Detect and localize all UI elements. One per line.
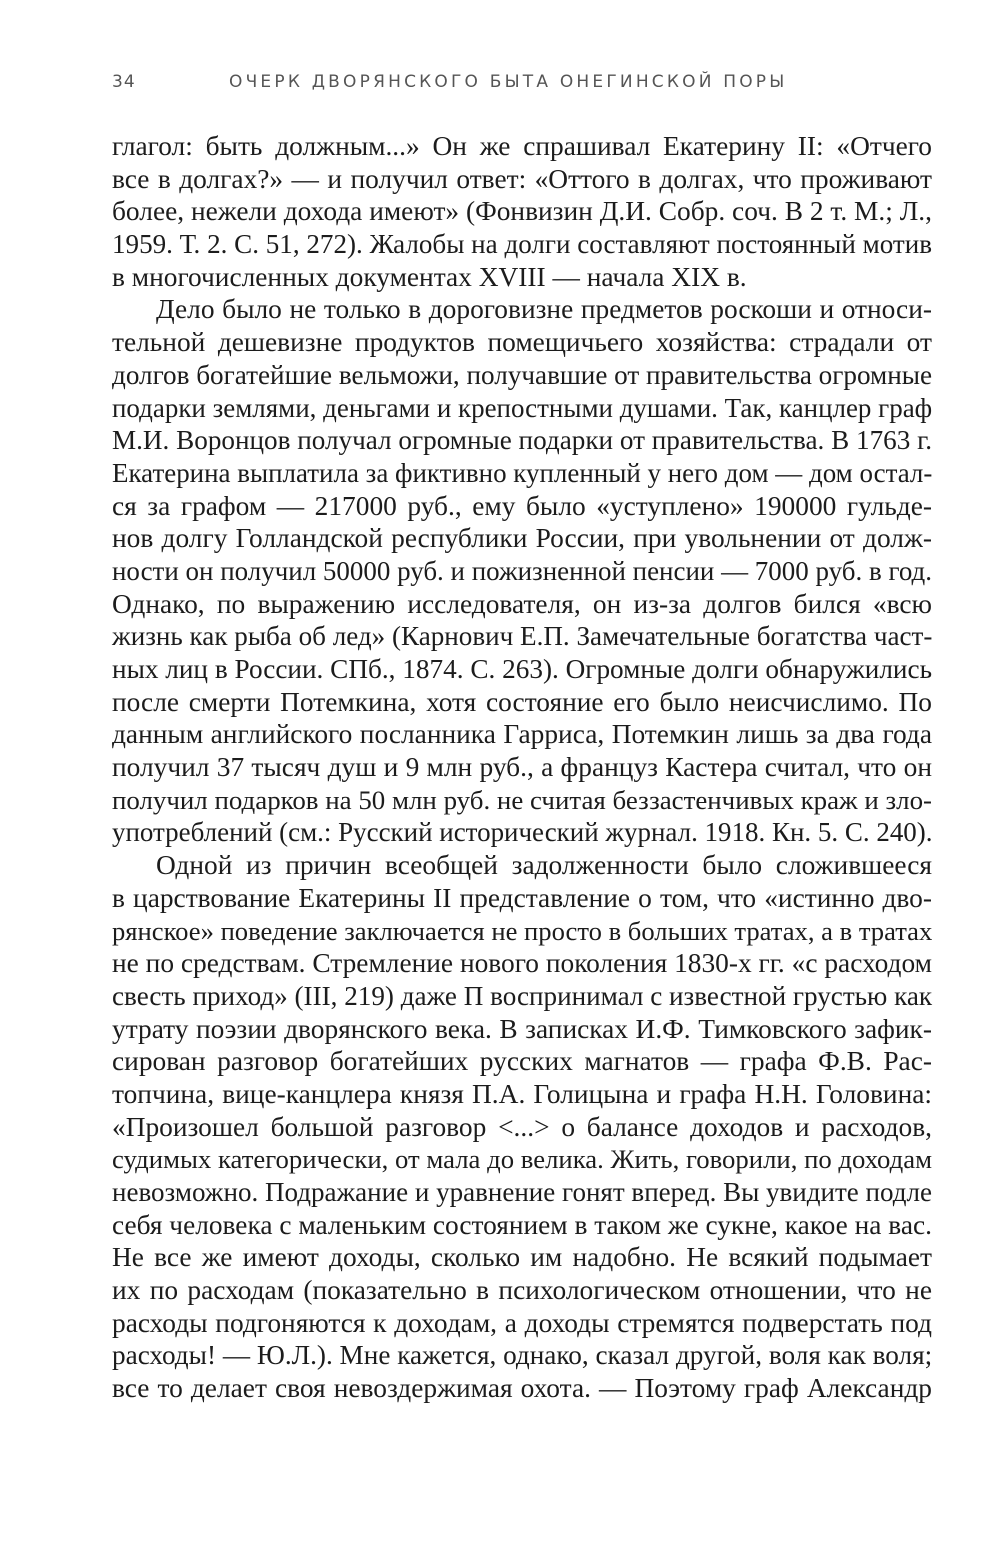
text-line: все в долгах?» — и получил ответ: «Оттого в долгах, что проживают <box>112 163 932 194</box>
text-line: нов долгу Голландской республики России, при увольнении от долж- <box>112 523 932 554</box>
text-line: долгов богатейшие вельможи, получавшие от правительства огромные <box>112 359 933 390</box>
text-line: подарки землями, деньгами и крепостными душами. Так, канцлер граф <box>112 392 933 423</box>
text-line: Екатерина выплатила за фиктивно купленный у него дом — дом остал- <box>112 457 933 488</box>
text-line: Дело было не только в дороговизне предметов роскоши и относи- <box>156 294 932 325</box>
text-line: расходы! — Ю.Л.). Мне кажется, однако, сказал другой, воля как воля; <box>112 1340 933 1371</box>
text-line: жизнь как рыба об лед» (Карнович Е.П. Замечательные богатства част- <box>112 621 933 652</box>
text-line: более, нежели дохода имеют» (Фонвизин Д.И. Собр. соч. В 2 т. М.; Л., <box>112 196 932 227</box>
text-line: расходы подгоняются к доходам, а доходы стремятся подверстать под <box>112 1307 932 1338</box>
text-line: Однако, по выражению исследователя, он из-за долгов бился «всю <box>112 588 932 619</box>
text-line: свесть приход» (III, 219) даже П воспринимал с известной грустью как <box>112 980 933 1011</box>
text-line: ных лиц в России. СПб., 1874. С. 263). Огромные долги обнаружились <box>112 654 932 684</box>
text-line: рянское» поведение заключается не просто в больших тратах, а в тратах <box>112 915 933 946</box>
text-line: получил 37 тысяч душ и 9 млн руб., а француз Кастера считал, что он <box>112 752 932 783</box>
text-line: все то делает своя невоздержимая охота. — Поэтому граф Александр <box>112 1373 932 1404</box>
text-line: 1959. Т. 2. С. 51, 272). Жалобы на долги составляют постоянный мотив <box>112 229 932 260</box>
text-line: глагол: быть должным...» Он же спрашивал Екатерину II: «Отчего <box>112 131 932 161</box>
text-line: данным английского посланника Гарриса, Потемкин лишь за два года <box>112 719 932 750</box>
body-text <box>112 130 932 1405</box>
text-line: невозможно. Подражание и уравнение гонят вперед. Вы увидите подле <box>112 1177 933 1207</box>
running-title: ОЧЕРК ДВОРЯНСКОГО БЫТА ОНЕГИНСКОЙ ПОРЫ <box>229 72 788 92</box>
text-line: их по расходам (показательно в психологическом отношении, что не <box>112 1275 932 1306</box>
text-line: Одной из причин всеобщей задолженности было сложившееся <box>156 850 932 881</box>
text-line: тельной дешевизне продуктов помещичьего хозяйства: страдали от <box>112 327 932 358</box>
text-line: себя человека с маленьким состоянием в таком же сукне, какое на вас. <box>112 1209 932 1240</box>
text-line: топчина, вице-канцлера князя П.А. Голицына и графа Н.Н. Головина: <box>112 1078 932 1109</box>
text-line: М.И. Воронцов получал огромные подарки от правительства. В 1763 г. <box>112 425 932 456</box>
text-line: сирован разговор богатейших русских магнатов — графа Ф.В. Рас- <box>112 1046 932 1077</box>
text-line: судимых категорически, от мала до велика. Жить, говорили, по доходам <box>112 1144 932 1175</box>
text-line: ся за графом — 217000 руб., ему было «уступлено» 190000 гульде- <box>112 490 932 521</box>
text-line: в многочисленных документах XVIII — начала XIX в. <box>112 261 747 292</box>
text-line: Не все же имеют доходы, сколько им надобно. Не всякий подымает <box>112 1242 932 1273</box>
text-line: «Произошел большой разговор <...> о балансе доходов и расходов, <box>112 1111 932 1142</box>
text-line: в царствование Екатерины II представление о том, что «истинно дво- <box>112 882 932 913</box>
page-number: 34 <box>112 72 136 92</box>
text-line: употреблений (см.: Русский исторический журнал. 1918. Кн. 5. С. 240). <box>112 817 933 848</box>
running-head <box>112 72 940 100</box>
text-line: не по средствам. Стремление нового поколения 1830-х гг. «с расходом <box>112 948 932 979</box>
text-line: получил подарков на 50 млн руб. не считая беззастенчивых краж и зло- <box>112 784 932 815</box>
text-line: после смерти Потемкина, хотя состояние его было неисчислимо. По <box>112 686 932 717</box>
text-line: утрату поэзии дворянского века. В записках И.Ф. Тимковского зафик- <box>112 1013 932 1044</box>
text-line: ности он получил 50000 руб. и пожизненной пенсии — 7000 руб. в год. <box>112 555 932 586</box>
